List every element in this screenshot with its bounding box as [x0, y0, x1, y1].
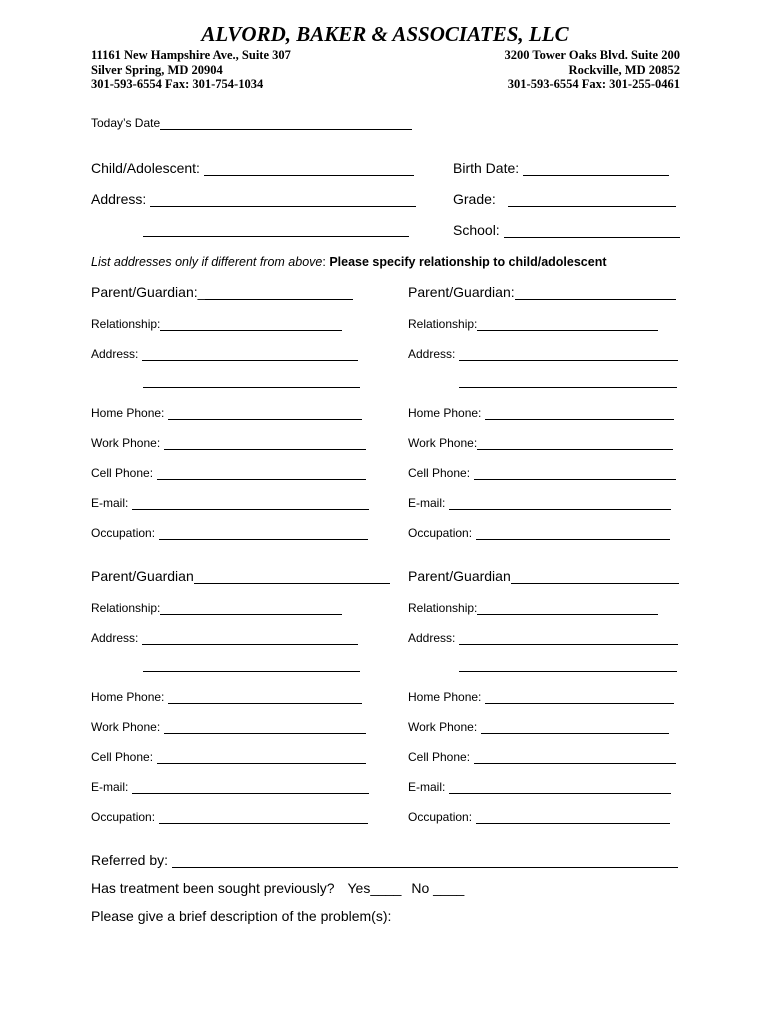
occupation-line[interactable] — [159, 524, 368, 540]
school-line[interactable] — [504, 222, 680, 238]
occupation-label: Occupation: — [408, 810, 473, 824]
child-label: Child/Adolescent: — [91, 160, 200, 176]
email-label: E-mail: — [408, 780, 446, 794]
email-label: E-mail: — [408, 496, 446, 510]
cell-phone-label: Cell Phone: — [91, 750, 154, 764]
occupation-label: Occupation: — [91, 526, 156, 540]
email-line[interactable] — [449, 778, 671, 794]
work-phone-label: Work Phone: — [91, 720, 161, 734]
home-phone-label: Home Phone: — [408, 690, 482, 704]
child-address-label: Address: — [91, 191, 147, 207]
birth-date-label: Birth Date: — [453, 160, 520, 176]
work-phone-label: Work Phone: — [408, 436, 478, 450]
cell-phone-label: Cell Phone: — [408, 750, 471, 764]
child-address-line[interactable] — [150, 191, 416, 207]
email-label: E-mail: — [91, 780, 129, 794]
work-phone-line[interactable] — [477, 434, 673, 450]
work-phone-label: Work Phone: — [91, 436, 161, 450]
relationship-label: Relationship: — [408, 317, 478, 331]
work-phone-field[interactable] — [91, 718, 366, 734]
home-phone-field[interactable] — [91, 404, 362, 420]
occupation-line[interactable] — [159, 808, 368, 824]
work-phone-field[interactable] — [91, 434, 366, 450]
address-field[interactable] — [91, 345, 358, 361]
child-address-line-2[interactable] — [143, 235, 409, 237]
referred-by-line[interactable] — [172, 852, 678, 868]
guardian-line[interactable] — [194, 568, 390, 584]
email-line[interactable] — [132, 494, 369, 510]
email-label: E-mail: — [91, 496, 129, 510]
todays-date-field[interactable] — [91, 114, 412, 130]
home-phone-field[interactable] — [91, 688, 362, 704]
prior-treatment-question — [91, 880, 464, 896]
note-italic: List addresses only if different from above — [91, 255, 323, 269]
home-phone-line[interactable] — [168, 404, 362, 420]
guardian-label: Parent/Guardian:_ — [91, 284, 206, 300]
work-phone-field[interactable] — [408, 718, 669, 734]
address-line-2[interactable] — [143, 670, 360, 672]
relationship-label: Relationship: — [408, 601, 478, 615]
guardian-line[interactable] — [205, 284, 353, 300]
address-line[interactable] — [459, 345, 678, 361]
guardian-line[interactable] — [511, 568, 679, 584]
child-address-field[interactable] — [91, 191, 416, 207]
address-label: Address: — [91, 631, 139, 645]
home-phone-line[interactable] — [485, 404, 674, 420]
home-phone-line[interactable] — [485, 688, 674, 704]
work-phone-line[interactable] — [481, 718, 669, 734]
home-phone-label: Home Phone: — [91, 690, 165, 704]
guardian-label: Parent/Guardian — [91, 568, 194, 584]
problem-description-label: Please give a brief description of the problem(s): — [91, 908, 392, 924]
cell-phone-line[interactable] — [157, 748, 366, 764]
child-line[interactable] — [204, 160, 414, 176]
relationship-line[interactable] — [477, 315, 658, 331]
school-label: School: — [453, 222, 500, 238]
occupation-field[interactable] — [91, 808, 368, 824]
address-field[interactable] — [91, 629, 358, 645]
birth-date-line[interactable] — [523, 160, 669, 176]
home-phone-label: Home Phone: — [408, 406, 482, 420]
cell-phone-field[interactable] — [408, 464, 676, 480]
email-field[interactable] — [408, 778, 671, 794]
cell-phone-field[interactable] — [91, 748, 366, 764]
cell-phone-line[interactable] — [474, 748, 676, 764]
address-label: Address: — [91, 347, 139, 361]
address-line-2[interactable] — [143, 386, 360, 388]
occupation-line[interactable] — [476, 808, 670, 824]
address-field[interactable] — [408, 629, 678, 645]
address-label: Address: — [408, 347, 456, 361]
relationship-line[interactable] — [160, 315, 342, 331]
todays-date-label: Today’s Date — [91, 116, 161, 130]
relationship-field[interactable] — [408, 599, 658, 615]
office-phone: 301-593-6554 Fax: 301-754-1034 — [91, 77, 264, 91]
email-field[interactable] — [91, 778, 369, 794]
relationship-label: Relationship: — [91, 317, 161, 331]
email-field[interactable] — [91, 494, 369, 510]
address-line[interactable] — [142, 345, 358, 361]
note-separator: : — [322, 255, 330, 269]
cell-phone-field[interactable] — [91, 464, 366, 480]
todays-date-line[interactable] — [160, 114, 412, 130]
relationship-line[interactable] — [160, 599, 342, 615]
referred-by-field[interactable] — [91, 852, 678, 868]
birth-date-field[interactable] — [453, 160, 669, 176]
address-line[interactable] — [459, 629, 678, 645]
cell-phone-line[interactable] — [157, 464, 366, 480]
occupation-field[interactable] — [408, 524, 670, 540]
cell-phone-label: Cell Phone: — [408, 466, 471, 480]
cell-phone-line[interactable] — [474, 464, 676, 480]
guardian-2-left-field[interactable] — [91, 568, 390, 584]
office-address-right — [504, 48, 680, 92]
address-line[interactable] — [142, 629, 358, 645]
address-field[interactable] — [408, 345, 678, 361]
guardian-label: Parent/Guardian: — [408, 284, 515, 300]
email-line[interactable] — [132, 778, 369, 794]
grade-field[interactable] — [453, 191, 676, 207]
yes-option[interactable]: Yes____ — [347, 880, 402, 896]
occupation-field[interactable] — [408, 808, 670, 824]
guardian-1-left-field[interactable] — [91, 284, 353, 300]
referred-by-label: Referred by: — [91, 852, 169, 868]
relationship-field[interactable] — [408, 315, 658, 331]
email-line[interactable] — [449, 494, 671, 510]
cell-phone-field[interactable] — [408, 748, 676, 764]
relationship-label: Relationship: — [91, 601, 161, 615]
relationship-field[interactable] — [91, 315, 342, 331]
office-city: Silver Spring, MD 20904 — [91, 62, 223, 77]
cell-phone-label: Cell Phone: — [91, 466, 154, 480]
grade-label: Grade: — [453, 191, 496, 207]
home-phone-line[interactable] — [168, 688, 362, 704]
work-phone-line[interactable] — [164, 434, 366, 450]
home-phone-label: Home Phone: — [91, 406, 165, 420]
school-field[interactable] — [453, 222, 680, 238]
occupation-label: Occupation: — [91, 810, 156, 824]
guardian-2-right-field[interactable] — [408, 568, 679, 584]
work-phone-line[interactable] — [164, 718, 366, 734]
occupation-line[interactable] — [476, 524, 670, 540]
work-phone-field[interactable] — [408, 434, 673, 450]
firm-name: ALVORD, BAKER & ASSOCIATES, LLC — [201, 22, 569, 46]
no-option[interactable]: No ____ — [411, 880, 465, 896]
address-line-2[interactable] — [459, 386, 677, 388]
office-address-left — [91, 48, 291, 92]
home-phone-field[interactable] — [408, 688, 674, 704]
child-field[interactable] — [91, 160, 414, 176]
office-city: Rockville, MD 20852 — [568, 62, 680, 77]
occupation-field[interactable] — [91, 524, 368, 540]
office-street: 11161 New Hampshire Ave., Suite 307 — [91, 48, 291, 62]
guardian-line[interactable] — [515, 284, 676, 300]
guardian-1-right-field[interactable] — [408, 284, 676, 300]
address-label: Address: — [408, 631, 456, 645]
home-phone-field[interactable] — [408, 404, 674, 420]
grade-line[interactable] — [508, 191, 676, 207]
relationship-field[interactable] — [91, 599, 342, 615]
work-phone-label: Work Phone: — [408, 720, 478, 734]
relationship-line[interactable] — [477, 599, 658, 615]
note-bold: Please specify relationship to child/adolescent — [329, 255, 607, 269]
occupation-label: Occupation: — [408, 526, 473, 540]
office-phone: 301-593-6554 Fax: 301-255-0461 — [507, 77, 680, 91]
email-field[interactable] — [408, 494, 671, 510]
office-street: 3200 Tower Oaks Blvd. Suite 200 — [504, 48, 680, 62]
address-instructions — [91, 255, 607, 269]
prior-treatment-label: Has treatment been sought previously? — [91, 880, 335, 896]
address-line-2[interactable] — [459, 670, 677, 672]
guardian-label: Parent/Guardian — [408, 568, 511, 584]
